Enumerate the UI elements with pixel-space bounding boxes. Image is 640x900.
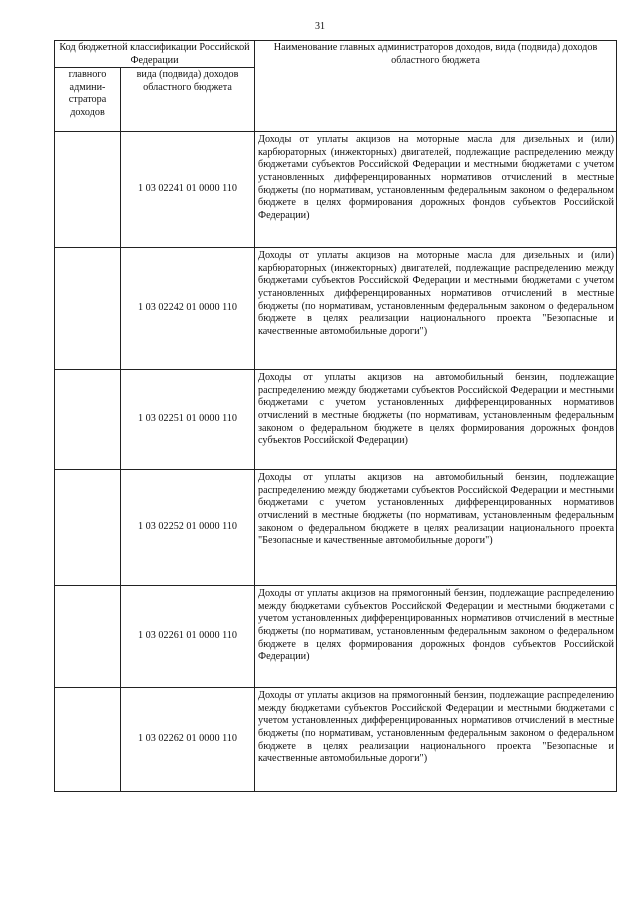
page-number: 31 bbox=[315, 21, 325, 32]
table-row bbox=[55, 470, 617, 586]
header-name-column: Наименование главных администраторов доходов, вида (подвида) доходов областного бюджета bbox=[255, 41, 617, 132]
income-name-cell: Доходы от уплаты акцизов на прямогонный бензин, подлежащие распределению между бюджетами субъектов Российской Федерации и местными бюджетами с учетом установленных дифференцированных нормативов отчислений в местные бюджеты (по нормативам, установленным федеральным законом о федеральном бюджете в целях формирования дорожных фондов субъектов Российской Федерации) bbox=[255, 586, 617, 688]
admin-code-cell bbox=[55, 470, 121, 586]
table-row bbox=[55, 688, 617, 792]
admin-code-cell bbox=[55, 132, 121, 248]
header-admin-column: главного админи-стратора доходов bbox=[55, 68, 121, 132]
budget-classification-table bbox=[54, 40, 617, 792]
income-name-cell: Доходы от уплаты акцизов на автомобильный бензин, подлежащие распределению между бюджетами субъектов Российской Федерации и местными бюджетами с учетом установленных дифференцированных нормативов отчислений в местные бюджеты (по нормативам, установленным федеральным законом о федеральном бюджете в целях формирования дорожных фондов субъектов Российской Федерации) bbox=[255, 370, 617, 470]
income-name-cell: Доходы от уплаты акцизов на прямогонный бензин, подлежащие распределению между бюджетами субъектов Российской Федерации и местными бюджетами с учетом установленных дифференцированных нормативов отчислений в местные бюджеты (по нормативам, установленным федеральным законом о федеральном бюджете в целях реализации национального проекта "Безопасные и качественные автомобильные дороги") bbox=[255, 688, 617, 792]
table-row bbox=[55, 586, 617, 688]
income-code-cell: 1 03 02241 01 0000 110 bbox=[121, 132, 255, 248]
table-row bbox=[55, 132, 617, 248]
header-vid-column: вида (подвида) доходов областного бюджета bbox=[121, 68, 255, 132]
income-code-cell: 1 03 02242 01 0000 110 bbox=[121, 248, 255, 370]
header-code-group: Код бюджетной классификации Российской Федерации bbox=[55, 41, 255, 68]
income-code-cell: 1 03 02251 01 0000 110 bbox=[121, 370, 255, 470]
header-row-top bbox=[55, 41, 617, 68]
income-code-cell: 1 03 02252 01 0000 110 bbox=[121, 470, 255, 586]
income-name-cell: Доходы от уплаты акцизов на моторные масла для дизельных и (или) карбюраторных (инжекторных) двигателей, подлежащие распределению между бюджетами субъектов Российской Федерации и местными бюджетами с учетом установленных дифференцированных нормативов отчислений в местные бюджеты (по нормативам, установленным федеральным законом о федеральном бюджете в целях реализации национального проекта "Безопасные и качественные автомобильные дороги") bbox=[255, 248, 617, 370]
admin-code-cell bbox=[55, 688, 121, 792]
admin-code-cell bbox=[55, 586, 121, 688]
table-row bbox=[55, 370, 617, 470]
admin-code-cell bbox=[55, 370, 121, 470]
table-body bbox=[55, 41, 617, 792]
table-row bbox=[55, 248, 617, 370]
income-code-cell: 1 03 02261 01 0000 110 bbox=[121, 586, 255, 688]
income-name-cell: Доходы от уплаты акцизов на моторные масла для дизельных и (или) карбюраторных (инжекторных) двигателей, подлежащие распределению между бюджетами субъектов Российской Федерации и местными бюджетами с учетом установленных дифференцированных нормативов отчислений в местные бюджеты (по нормативам, установленным федеральным законом о федеральном бюджете в целях формирования дорожных фондов субъектов Российской Федерации) bbox=[255, 132, 617, 248]
income-name-cell: Доходы от уплаты акцизов на автомобильный бензин, подлежащие распределению между бюджетами субъектов Российской Федерации и местными бюджетами с учетом установленных дифференцированных нормативов отчислений в местные бюджеты (по нормативам, установленным федеральным законом о федеральном бюджете в целях реализации национального проекта "Безопасные и качественные автомобильные дороги") bbox=[255, 470, 617, 586]
income-code-cell: 1 03 02262 01 0000 110 bbox=[121, 688, 255, 792]
admin-code-cell bbox=[55, 248, 121, 370]
